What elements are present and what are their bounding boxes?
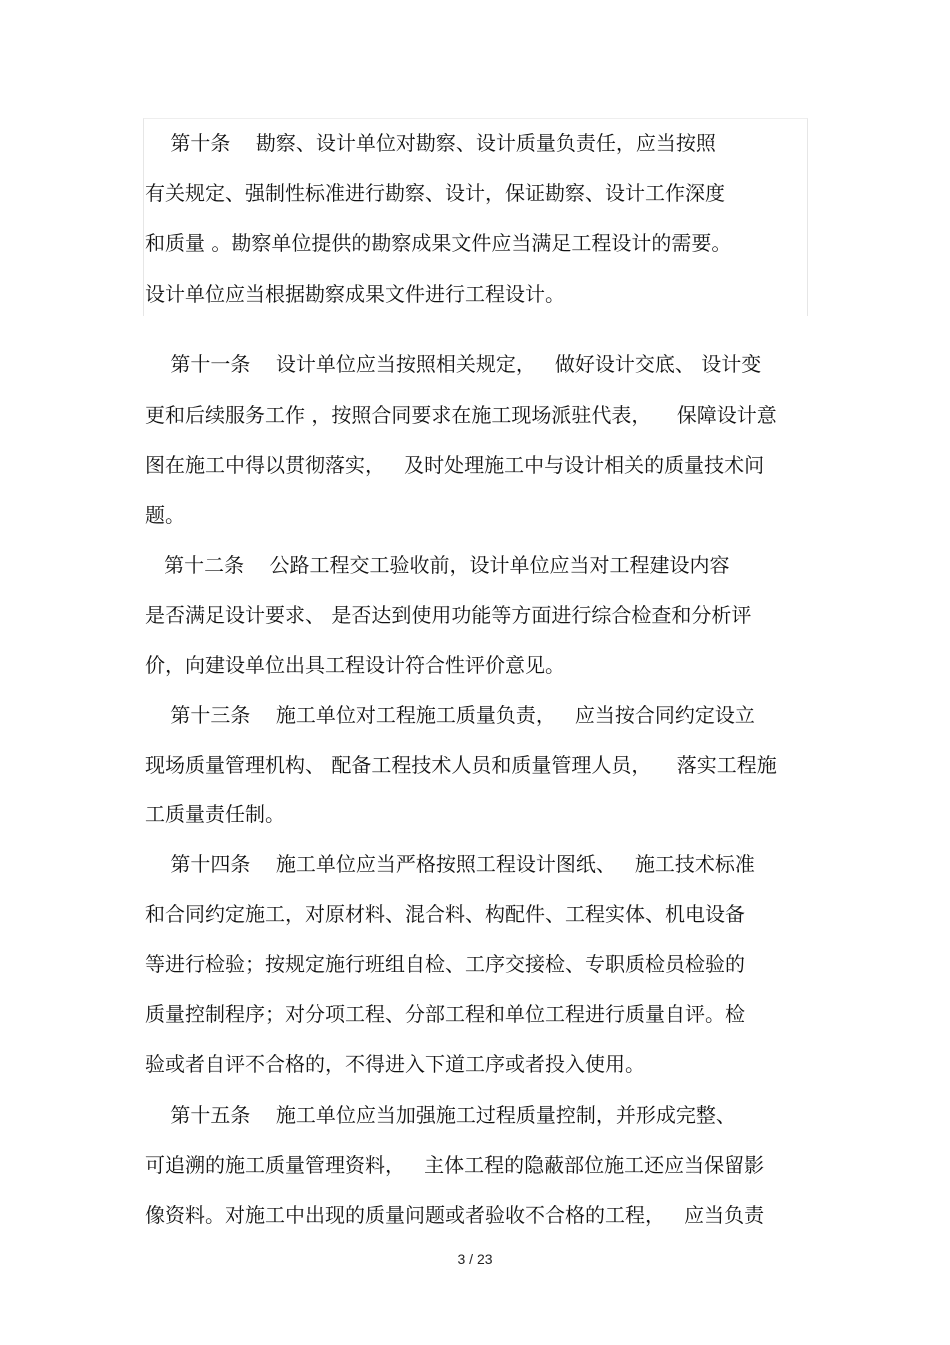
text-line: 有关规定、强制性标准进行勘察、设计，保证勘察、设计工作深度 <box>145 181 725 205</box>
text-line: 设计单位应当根据勘察成果文件进行工程设计。 <box>145 282 565 306</box>
text-line: 题。 <box>145 503 185 527</box>
text-line: 像资料。对施工中出现的质量问题或者验收不合格的工程， 应当负责 <box>145 1203 765 1227</box>
text-line: 现场质量管理机构、 配备工程技术人员和质量管理人员， 落实工程施 <box>145 753 777 777</box>
text-line: 和质量 。勘察单位提供的勘察成果文件应当满足工程设计的需要。 <box>145 231 732 255</box>
page-number: 3 / 23 <box>457 1251 493 1267</box>
text-line: 价，向建设单位出具工程设计符合性评价意见。 <box>145 653 565 677</box>
text-line: 工质量责任制。 <box>145 802 285 826</box>
text-line: 第十四条 施工单位应当严格按照工程设计图纸、 施工技术标准 <box>145 852 755 876</box>
text-line: 质量控制程序；对分项工程、分部工程和单位工程进行质量自评。检 <box>145 1002 745 1026</box>
text-line: 第十五条 施工单位应当加强施工过程质量控制，并形成完整、 <box>145 1103 736 1127</box>
text-line: 等进行检验；按规定施行班组自检、工序交接检、专职质检员检验的 <box>145 952 745 976</box>
text-line: 更和后续服务工作 ，按照合同要求在施工现场派驻代表， 保障设计意 <box>145 403 777 427</box>
text-line: 第十条 勘察、设计单位对勘察、设计质量负责任，应当按照 <box>145 131 716 155</box>
text-line: 可追溯的施工质量管理资料， 主体工程的隐蔽部位施工还应当保留影 <box>145 1153 765 1177</box>
text-line: 是否满足设计要求、 是否达到使用功能等方面进行综合检查和分析评 <box>145 603 752 627</box>
text-line: 图在施工中得以贯彻落实， 及时处理施工中与设计相关的质量技术问 <box>145 453 765 477</box>
text-line: 验或者自评不合格的，不得进入下道工序或者投入使用。 <box>145 1052 645 1076</box>
text-line: 和合同约定施工，对原材料、混合料、构配件、工程实体、机电设备 <box>145 902 745 926</box>
text-line: 第十二条 公路工程交工验收前，设计单位应当对工程建设内容 <box>145 553 730 577</box>
text-line: 第十一条 设计单位应当按照相关规定， 做好设计交底、 设计变 <box>145 352 762 376</box>
text-line: 第十三条 施工单位对工程施工质量负责， 应当按合同约定设立 <box>145 703 755 727</box>
